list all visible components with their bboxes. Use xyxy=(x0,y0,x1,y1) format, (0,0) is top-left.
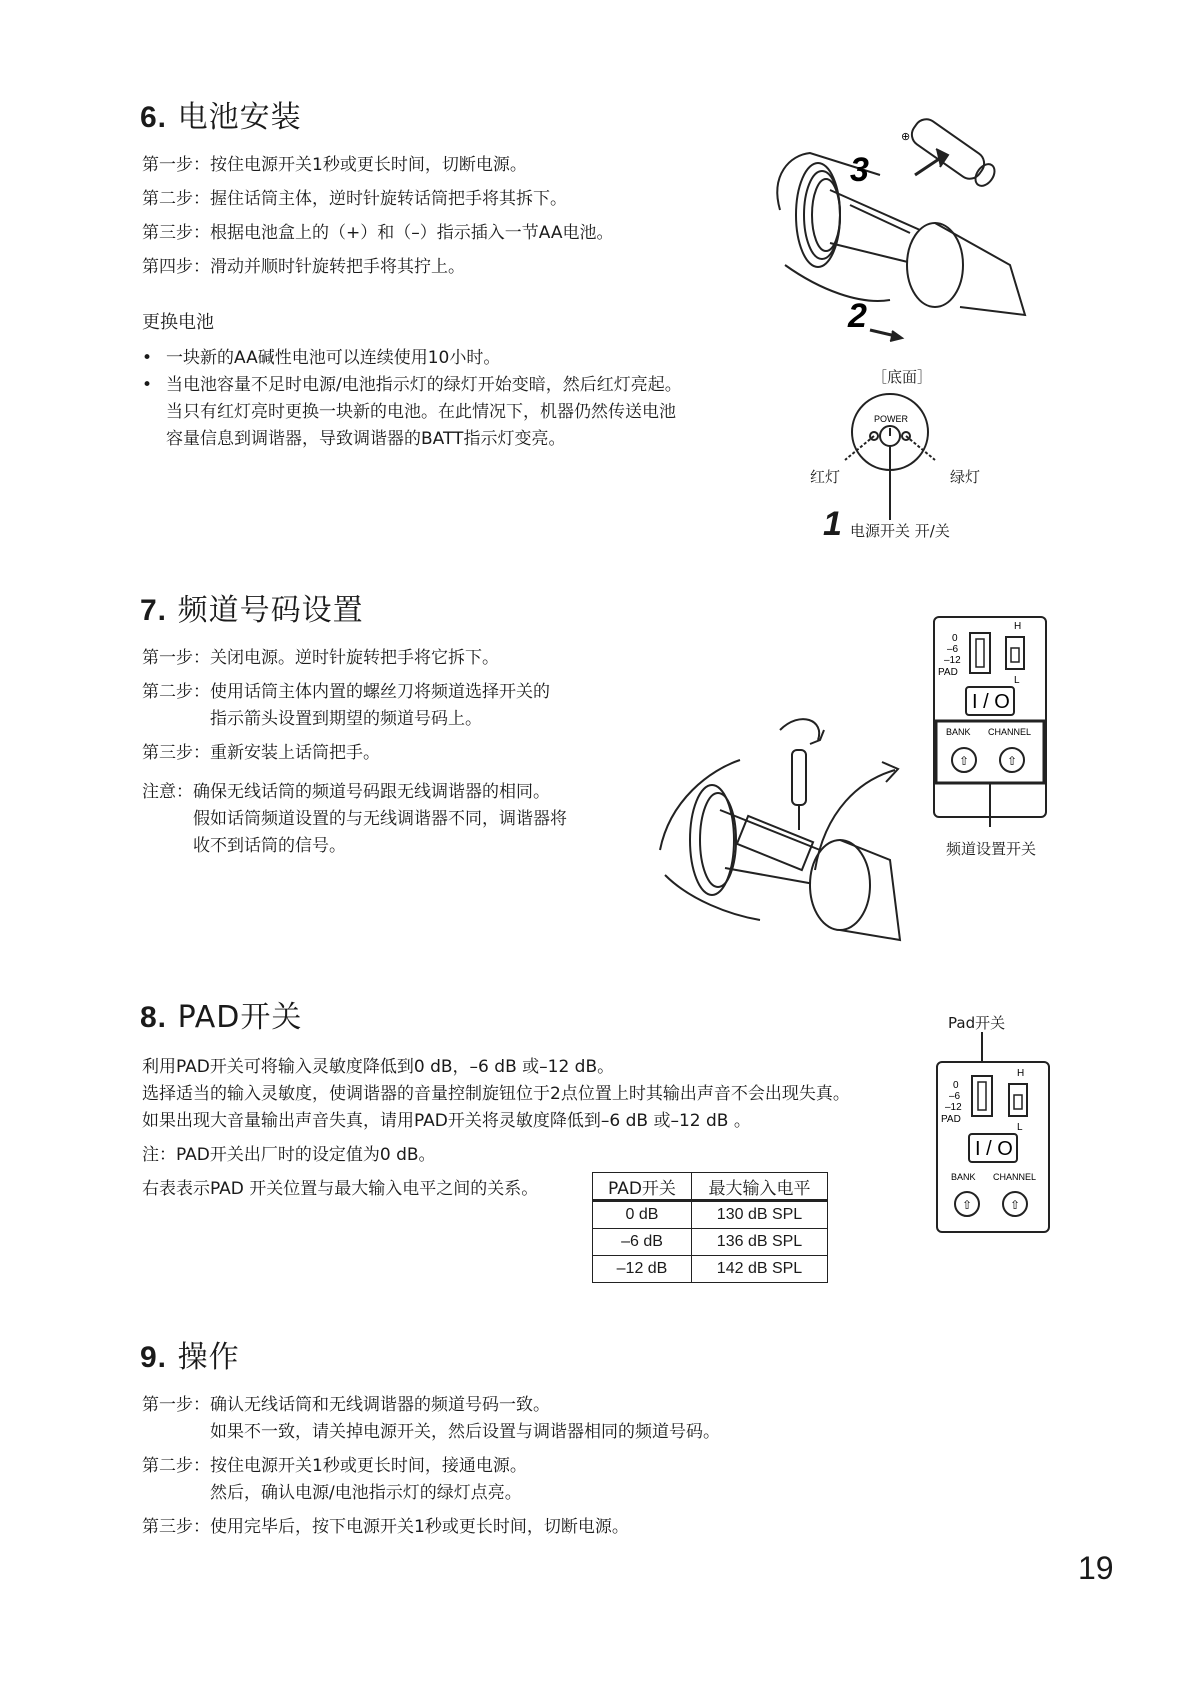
step-2 xyxy=(142,679,567,733)
pad-6-label: –6 xyxy=(949,1091,961,1102)
step-3 xyxy=(142,220,613,247)
pad-description-line: 如果出现大音量输出声音失真，请用PAD开关将灵敏度降低到–6 dB 或–12 dB 。 xyxy=(142,1111,751,1131)
step-label: 第四步： xyxy=(142,257,210,277)
step-text xyxy=(210,679,550,733)
note-text xyxy=(193,779,567,860)
pad-12-label: –12 xyxy=(944,655,961,666)
step-2 xyxy=(142,1453,720,1507)
power-label: POWER xyxy=(874,414,909,424)
step-label: 第二步： xyxy=(142,189,210,209)
channel-switch-panel xyxy=(932,615,1052,835)
step-2-marker: 2 xyxy=(848,297,867,335)
replace-battery-title: 更换电池 xyxy=(142,312,214,333)
section-7-title: 频道号码设置 xyxy=(177,593,364,628)
step-1-marker: 1 xyxy=(823,505,842,543)
l-label: L xyxy=(1014,675,1020,686)
step-1 xyxy=(142,645,567,672)
io-label: I / O xyxy=(975,1138,1013,1160)
note-line: 确保无线话筒的频道号码跟无线调谐器的相同。 xyxy=(193,782,550,802)
section-8-heading xyxy=(140,992,302,1036)
table-cell: –12 dB xyxy=(593,1256,692,1283)
section-7-number: 7. xyxy=(140,594,168,627)
step-line: 然后，确认电源/电池指示灯的绿灯点亮。 xyxy=(210,1483,522,1503)
step-label: 第三步： xyxy=(142,223,210,243)
section-6-steps xyxy=(142,152,613,281)
l-label: L xyxy=(1017,1122,1023,1133)
step-4 xyxy=(142,254,613,281)
section-9-title: 操作 xyxy=(177,1340,240,1375)
step-text: 重新安装上话筒把手。 xyxy=(210,743,380,763)
pad-12-label: –12 xyxy=(945,1102,962,1113)
section-9-steps xyxy=(142,1392,720,1541)
section-8-title: PAD开关 xyxy=(177,1000,303,1035)
pad-switch-caption: Pad开关 xyxy=(948,1014,1006,1032)
bullet-line: 容量信息到调谐器，导致调谐器的BATT指示灯变亮。 xyxy=(166,429,566,449)
section-8-number: 8. xyxy=(140,1001,168,1034)
bullet-text xyxy=(166,372,682,453)
step-line: 确认无线话筒和无线调谐器的频道号码一致。 xyxy=(210,1395,550,1415)
step-3 xyxy=(142,1514,720,1541)
bullet-line: 当电池容量不足时电源/电池指示灯的绿灯开始变暗，然后红灯亮起。 xyxy=(166,375,682,395)
bottom-view-label: ［底面］ xyxy=(872,368,933,386)
arrow-up-icon: ⇧ xyxy=(1010,1198,1021,1212)
bank-label: BANK xyxy=(951,1172,976,1182)
step-label: 第二步： xyxy=(142,1456,210,1476)
step-label: 第三步： xyxy=(142,1517,210,1537)
bullet-item: • 当电池容量不足时电源/电池指示灯的绿灯开始变暗，然后红灯亮起。 当只有红灯亮时更换一块新的电池。在此情况下，机器仍然传送电池 容量信息到调谐器，导致调谐器的BATT指示灯变亮。 xyxy=(142,372,682,453)
pad-description-line: 选择适当的输入灵敏度，使调谐器的音量控制旋钮位于2点位置上时其输出声音不会出现失真。 xyxy=(142,1084,850,1104)
bullet-text: 一块新的AA碱性电池可以连续使用10小时。 xyxy=(166,348,501,368)
step-1 xyxy=(142,1392,720,1446)
bank-label: BANK xyxy=(946,727,971,737)
power-button-illustration xyxy=(790,390,990,530)
step-line: 如果不一致，请关掉电源开关，然后设置与调谐器相同的频道号码。 xyxy=(210,1422,720,1442)
pad-0-label: 0 xyxy=(952,633,958,644)
channel-label: CHANNEL xyxy=(988,727,1032,737)
table-row xyxy=(593,1256,828,1283)
pad-description-line: 利用PAD开关可将输入灵敏度降低到0 dB，–6 dB 或–12 dB。 xyxy=(142,1057,615,1077)
step-text: 根据电池盒上的（+）和（–）指示插入一节AA电池。 xyxy=(210,223,614,243)
arrow-up-icon: ⇧ xyxy=(959,754,970,768)
power-switch-label: 电源开关 开/关 xyxy=(850,522,950,540)
step-text: 使用完毕后，按下电源开关1秒或更长时间，切断电源。 xyxy=(210,1517,629,1537)
section-6-heading xyxy=(140,92,302,136)
bullet-item: • 一块新的AA碱性电池可以连续使用10小时。 xyxy=(142,345,682,372)
table-row xyxy=(593,1229,828,1256)
h-label: H xyxy=(1017,1068,1025,1079)
step-1 xyxy=(142,152,613,179)
page-number: 19 xyxy=(1078,1550,1114,1586)
table-header-row xyxy=(593,1173,828,1201)
step-label: 第一步： xyxy=(142,648,210,668)
step-3 xyxy=(142,740,567,767)
table-cell: 130 dB SPL xyxy=(692,1201,828,1229)
table-cell: –6 dB xyxy=(593,1229,692,1256)
table-intro: 右表表示PAD 开关位置与最大输入电平之间的关系。 xyxy=(142,1179,539,1199)
section-9-heading xyxy=(140,1332,240,1376)
step-text xyxy=(210,1453,527,1507)
note-line: 假如话筒频道设置的与无线调谐器不同，调谐器将 xyxy=(193,809,567,829)
pad-level-table xyxy=(592,1172,828,1283)
column-header: PAD开关 xyxy=(593,1173,692,1201)
table-cell: 0 dB xyxy=(593,1201,692,1229)
plus-sign-icon: ⊕ xyxy=(901,131,911,143)
step-line: 指示箭头设置到期望的频道号码上。 xyxy=(210,709,482,729)
step-label: 第一步： xyxy=(142,1395,210,1415)
column-header: 最大输入电平 xyxy=(692,1173,828,1201)
channel-set-illustration xyxy=(650,700,910,950)
h-label: H xyxy=(1014,621,1022,632)
pad-switch-panel xyxy=(935,1032,1055,1242)
red-led-label: 红灯 xyxy=(810,468,841,486)
step-text: 滑动并顺时针旋转把手将其拧上。 xyxy=(210,257,465,277)
step-2 xyxy=(142,186,613,213)
table-row xyxy=(593,1201,828,1229)
pad-0-label: 0 xyxy=(953,1080,959,1091)
pad-label: PAD xyxy=(941,1114,961,1125)
green-led-label: 绿灯 xyxy=(950,468,981,486)
note-line: 收不到话筒的信号。 xyxy=(193,836,346,856)
section-7-steps xyxy=(142,645,567,860)
step-line: 按住电源开关1秒或更长时间，接通电源。 xyxy=(210,1456,527,1476)
channel-switch-caption: 频道设置开关 xyxy=(946,840,1037,858)
table-cell: 136 dB SPL xyxy=(692,1229,828,1256)
section-7-heading xyxy=(140,585,364,629)
section-6-number: 6. xyxy=(140,101,168,134)
step-line: 使用话筒主体内置的螺丝刀将频道选择开关的 xyxy=(210,682,550,702)
step-text: 按住电源开关1秒或更长时间，切断电源。 xyxy=(210,155,527,175)
channel-label: CHANNEL xyxy=(993,1172,1037,1182)
step-label: 第二步： xyxy=(142,682,210,702)
note-label: 注意： xyxy=(142,782,193,802)
step-label: 第一步： xyxy=(142,155,210,175)
bullet-line: 当只有红灯亮时更换一块新的电池。在此情况下，机器仍然传送电池 xyxy=(166,402,676,422)
section-9-number: 9. xyxy=(140,1341,168,1374)
arrow-up-icon: ⇧ xyxy=(962,1198,973,1212)
step-text: 关闭电源。逆时针旋转把手将它拆下。 xyxy=(210,648,499,668)
section-6-title: 电池安装 xyxy=(177,100,302,135)
battery-insert-illustration xyxy=(760,115,1040,345)
note xyxy=(142,779,567,860)
pad-default-note: 注：PAD开关出厂时的设定值为0 dB。 xyxy=(142,1145,436,1165)
step-3-marker: 3 xyxy=(850,151,869,189)
pad-label: PAD xyxy=(938,667,958,678)
step-text xyxy=(210,1392,720,1446)
replace-battery-list xyxy=(142,345,682,453)
arrow-up-icon: ⇧ xyxy=(1007,754,1018,768)
step-label: 第三步： xyxy=(142,743,210,763)
pad-6-label: –6 xyxy=(947,644,959,655)
io-label: I / O xyxy=(972,691,1010,713)
table-cell: 142 dB SPL xyxy=(692,1256,828,1283)
step-text: 握住话筒主体，逆时针旋转话筒把手将其拆下。 xyxy=(210,189,567,209)
